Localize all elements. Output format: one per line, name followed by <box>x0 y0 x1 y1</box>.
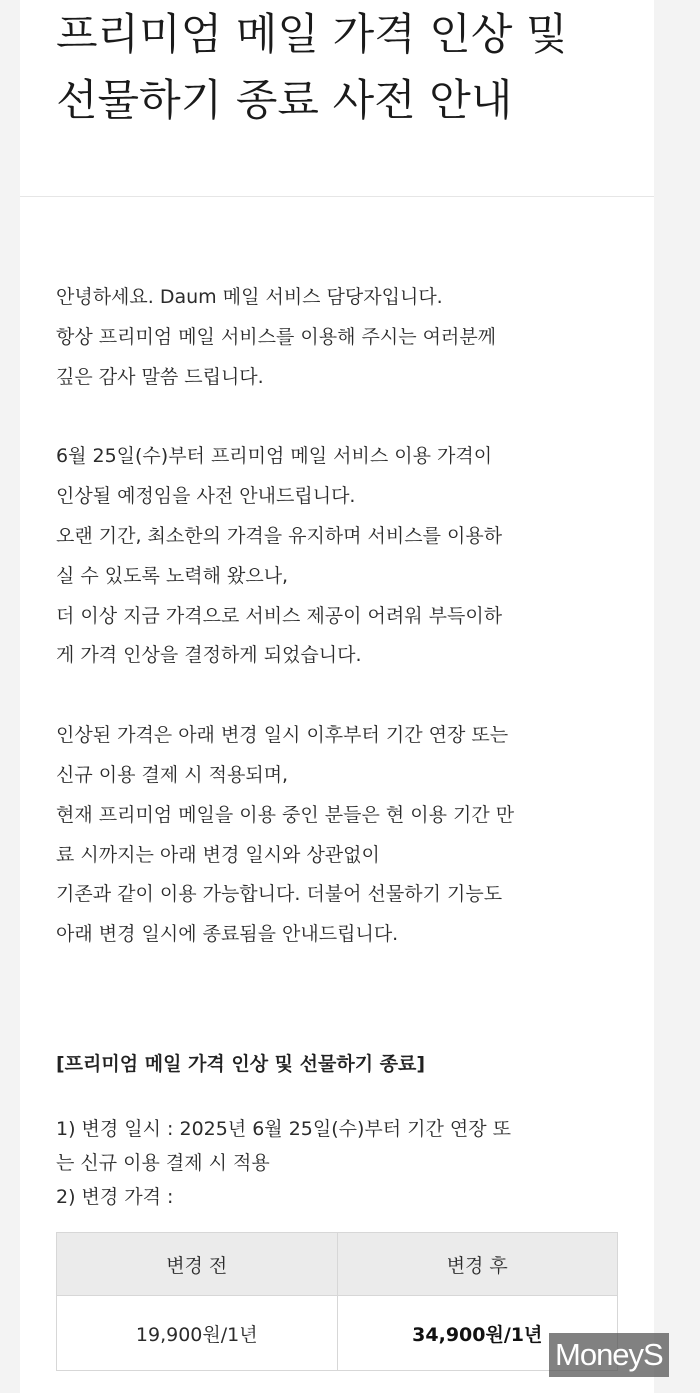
price-table-header-row <box>57 1233 618 1296</box>
applicability-paragraph: 인상된 가격은 아래 변경 일시 이후부터 기간 연장 또는 신규 이용 결제 시 적용되며, 현재 프리미엄 메일을 이용 중인 분들은 현 이용 기간 만 료 시까지는 아래 변경 일시와 상관없이 기존과 같이 이용 가능합니다. 더불어 선물하기 기능도 아래 변경 일시에 종료됨을 안내드립니다. <box>56 724 515 946</box>
title-area <box>20 0 654 197</box>
before-header: 변경 전 <box>57 1233 338 1296</box>
table-row <box>57 1296 618 1371</box>
change-date: 1) 변경 일시 : 2025년 6월 25일(수)부터 기간 연장 또 는 신규 이용 결제 시 적용 <box>56 1118 512 1174</box>
notice-card <box>20 0 654 1393</box>
moneys-watermark: MoneyS <box>549 1333 669 1377</box>
price-increase-paragraph: 6월 25일(수)부터 프리미엄 메일 서비스 이용 가격이 인상될 예정임을 사전 안내드립니다. 오랜 기간, 최소한의 가격을 유지하며 서비스를 이용하 실 수 있도록 노력해 왔으나, 더 이상 지금 가격으로 서비스 제공이 어려워 부득이하 게 가격 인상을 결정하게 되었습니다. <box>56 445 503 667</box>
change-details <box>56 1112 646 1214</box>
after-header: 변경 후 <box>337 1233 618 1296</box>
section-title: [프리미엄 메일 가격 인상 및 선물하기 종료] <box>56 1053 426 1075</box>
greeting-paragraph: 안녕하세요. Daum 메일 서비스 담당자입니다. 항상 프리미엄 메일 서비스를 이용해 주시는 여러분께 깊은 감사 말씀 드립니다. <box>56 286 497 388</box>
change-price-label: 2) 변경 가격 : <box>56 1186 174 1208</box>
after-price: 34,900원/1년 <box>337 1296 618 1371</box>
price-table <box>56 1232 618 1371</box>
notice-body <box>56 278 646 995</box>
before-price: 19,900원/1년 <box>57 1296 338 1371</box>
notice-title: 프리미엄 메일 가격 인상 및 선물하기 종료 사전 안내 <box>56 10 568 126</box>
